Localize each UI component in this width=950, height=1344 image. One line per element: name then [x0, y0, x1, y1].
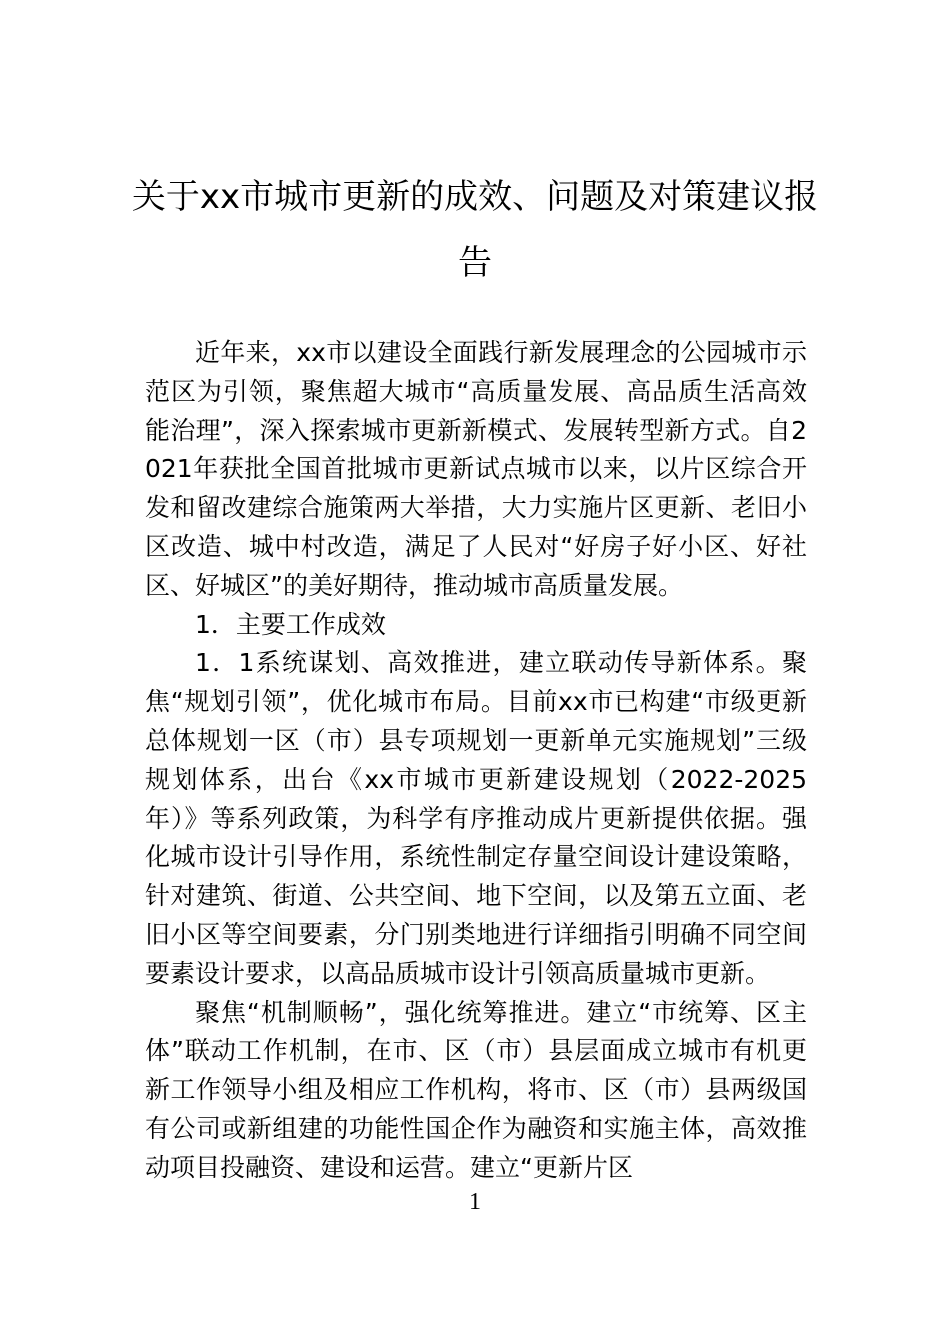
paragraph-intro: 近年来，xx市以建设全面践行新发展理念的公园城市示范区为引领，聚焦超大城市“高质量发展、高品质生活高效能治理”，深入探索城市更新新模式、发展转型新方式。自2021年获批全国首批城市更新试点城市以来，以片区综合开发和留改建综合施策两大举措，大力实施片区更新、老旧小区改造、城中村改造，满足了人民对“好房子好小区、好社区、好城区”的美好期待，推动城市高质量发展。 — [145, 338, 807, 600]
document-title: 关于xx市城市更新的成效、问题及对策建议报告 — [131, 177, 819, 283]
document-body — [145, 334, 807, 1188]
page-number: 1 — [469, 1189, 481, 1215]
paragraph-mechanism: 聚焦“机制顺畅”，强化统筹推进。建立“市统筹、区主体”联动工作机制，在市、区（市）县层面成立城市有机更新工作领导小组及相应工作机构，将市、区（市）县两级国有公司或新组建的功能性国企作为融资和实施主体，高效推动项目投融资、建设和运营。建立“更新片区 — [145, 997, 807, 1182]
section-heading: 1．主要工作成效 — [195, 609, 386, 639]
paragraph-planning: 1．1系统谋划、高效推进，建立联动传导新体系。聚焦“规划引领”，优化城市布局。目前xx市已构建“市级更新总体规划一区（市）县专项规划一更新单元实施规划”三级规划体系，出台《xx市城市更新建设规划（2022-2025年）》等系列政策，为科学有序推动成片更新提供依据。强化城市设计引导作用，系统性制定存量空间设计建设策略，针对建筑、街道、公共空间、地下空间，以及第五立面、老旧小区等空间要素，分门别类地进行详细指引明确不同空间要素设计要求，以高品质城市设计引领高质量城市更新。 — [145, 648, 807, 988]
